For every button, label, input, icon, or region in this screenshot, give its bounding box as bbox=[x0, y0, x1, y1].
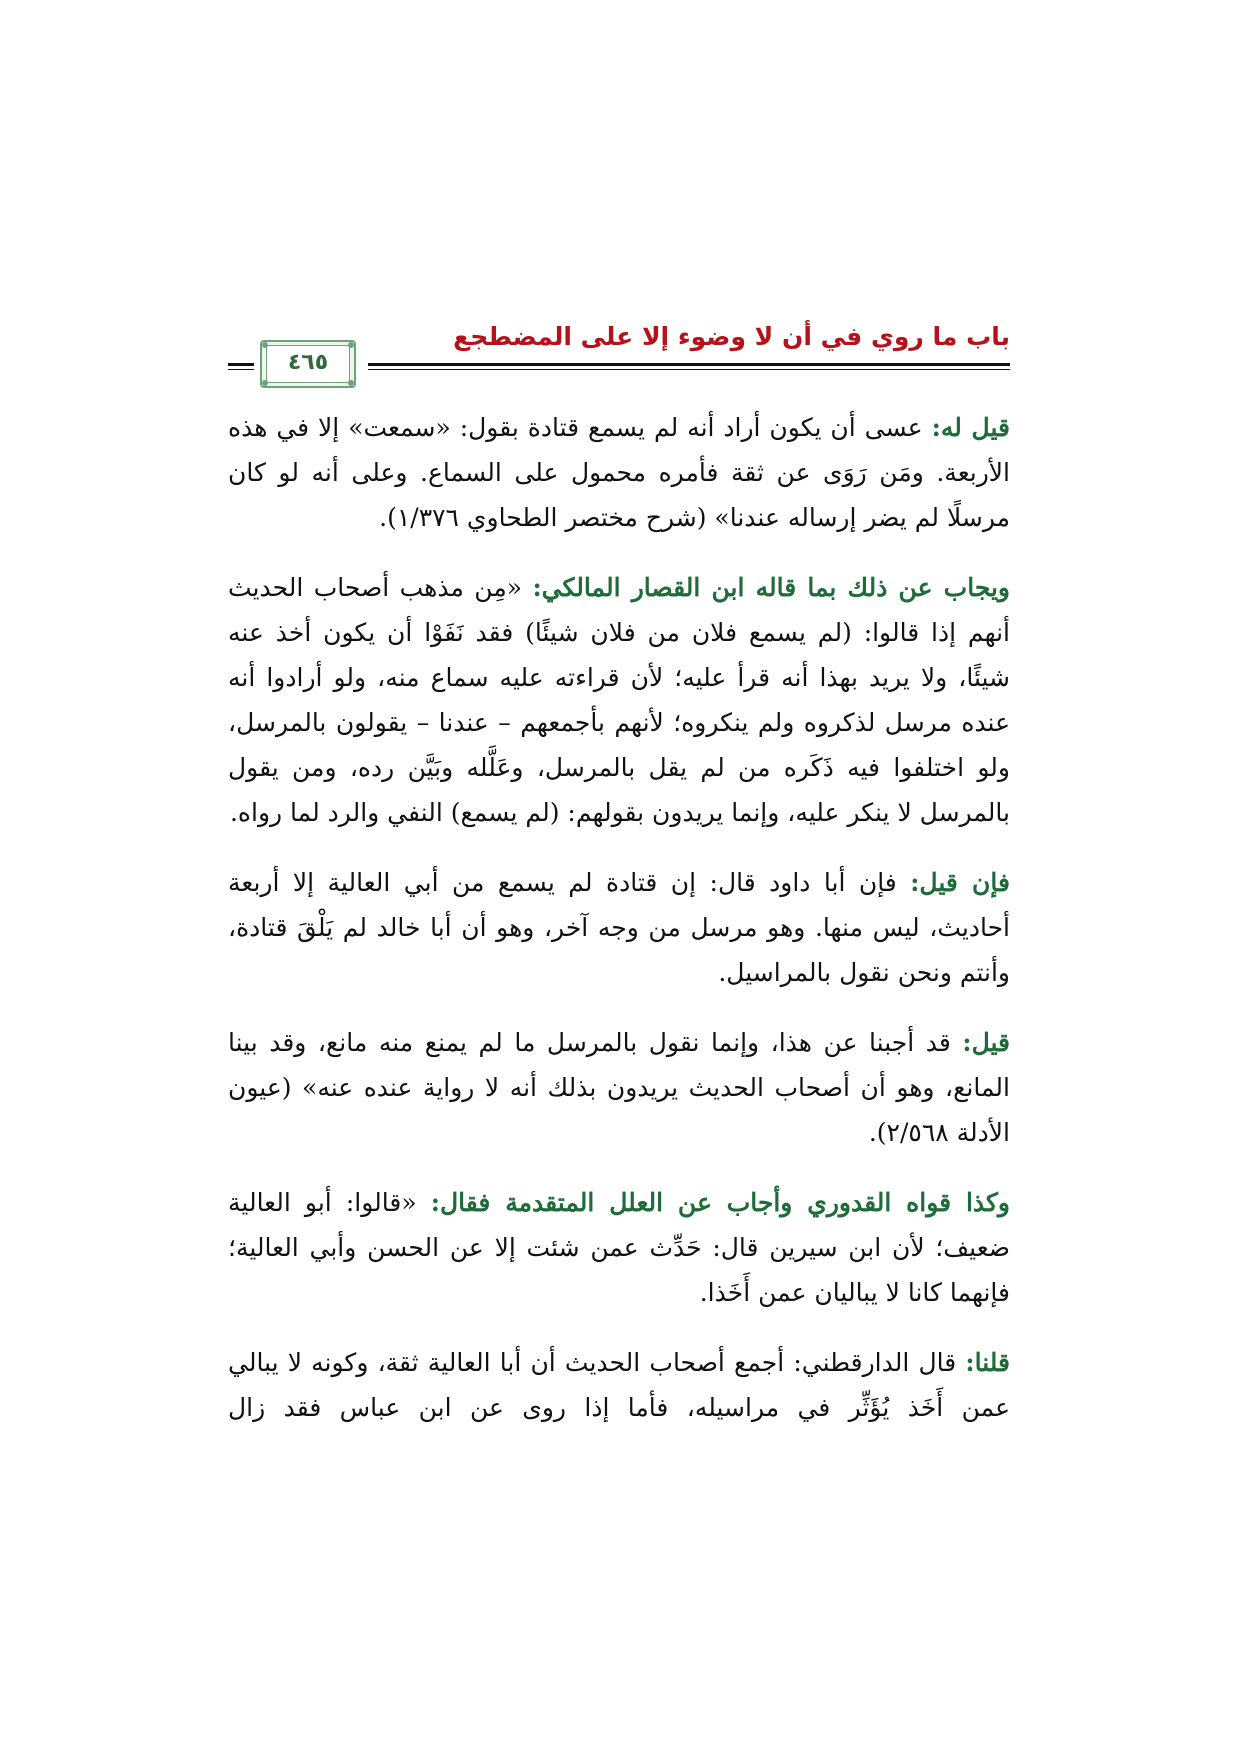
paragraph bbox=[228, 860, 1010, 995]
header-rule-thick bbox=[368, 363, 1010, 366]
paragraph bbox=[228, 1020, 1010, 1155]
header-rule-left-thick bbox=[228, 363, 254, 366]
paragraph bbox=[228, 1180, 1010, 1315]
chapter-title: باب ما روي في أن لا وضوء إلا على المضطجع bbox=[453, 322, 1010, 351]
badge-corner-ornament bbox=[262, 380, 268, 386]
paragraph bbox=[228, 405, 1010, 540]
paragraph-text: «مِن مذهب أصحاب الحديث أنهم إذا قالوا: (لم يسمع فلان من فلان شيئًا) فقد نَفَوْا أن يكون أخذ عنه شيئًا، ولا يريد بهذا أنه قرأ عليه؛ لأن قراءته عليه سماع منه، ولو أرادوا أنه عنده مرسل لذكروه ولم ينكروه؛ لأنهم بأجمعهم – عندنا – يقولون بالمرسل، ولو اختلفوا فيه ذَكَره من لم يقل بالمرسل، وعَلَّله وبَيَّن رده، ومن يقول بالمرسل لا ينكر عليه، وإنما يريدون بقولهم: (لم يسمع) النفي والرد لما رواه. bbox=[228, 573, 1010, 827]
paragraph-lead: قلنا: bbox=[965, 1348, 1010, 1377]
paragraph bbox=[228, 1340, 1010, 1430]
header-rule-thin bbox=[368, 369, 1010, 370]
paragraph-lead: قيل له: bbox=[931, 413, 1010, 442]
paragraph-lead: وكذا قواه القدوري وأجاب عن العلل المتقدمة فقال: bbox=[430, 1188, 1011, 1217]
paragraph-text: قد أجبنا عن هذا، وإنما نقول بالمرسل ما لم يمنع منه مانع، وقد بينا المانع، وهو أن أصحاب الحديث يريدون بذلك أنه لا رواية عنده عنه» (عيون الأدلة ٢/٥٦٨). bbox=[228, 1028, 1010, 1147]
page-number: ٤٦٥ bbox=[287, 350, 329, 375]
paragraph-text: فإن أبا داود قال: إن قتادة لم يسمع من أبي العالية إلا أربعة أحاديث، ليس منها. وهو مرسل من وجه آخر، وهو أن أبا خالد لم يَلْقَ قتادة، وأنتم ونحن نقول بالمراسيل. bbox=[228, 868, 1010, 987]
badge-corner-ornament bbox=[348, 342, 354, 348]
page-header bbox=[228, 318, 1010, 388]
paragraph-text: عسى أن يكون أراد أنه لم يسمع قتادة بقول: «سمعت» إلا في هذه الأربعة. ومَن رَوَى عن ثقة فأمره محمول على السماع. وعلى أنه لو كان مرسلًا لم يضر إرساله عندنا» (شرح مختصر الطحاوي ١/٣٧٦). bbox=[228, 413, 1010, 532]
paragraph-lead: قيل: bbox=[962, 1028, 1010, 1057]
page-number-badge bbox=[258, 338, 358, 390]
body-text bbox=[228, 405, 1010, 1455]
badge-corner-ornament bbox=[348, 380, 354, 386]
header-rule-left-thin bbox=[228, 369, 254, 370]
paragraph-text: «قالوا: أبو العالية ضعيف؛ لأن ابن سيرين قال: حَدِّث عمن شئت إلا عن الحسن وأبي العالية؛ فإنهما كانا لا يباليان عمن أَخَذا. bbox=[228, 1188, 1010, 1307]
badge-corner-ornament bbox=[262, 342, 268, 348]
paragraph-lead: ويجاب عن ذلك بما قاله ابن القصار المالكي: bbox=[532, 573, 1010, 602]
paragraph bbox=[228, 565, 1010, 835]
paragraph-text: قال الدارقطني: أجمع أصحاب الحديث أن أبا العالية ثقة، وكونه لا يبالي عمن أَخَذ يُؤَثِّر في مراسيله، فأما إذا روى عن ابن عباس فقد زال bbox=[228, 1348, 1010, 1422]
paragraph-lead: فإن قيل: bbox=[910, 868, 1010, 897]
